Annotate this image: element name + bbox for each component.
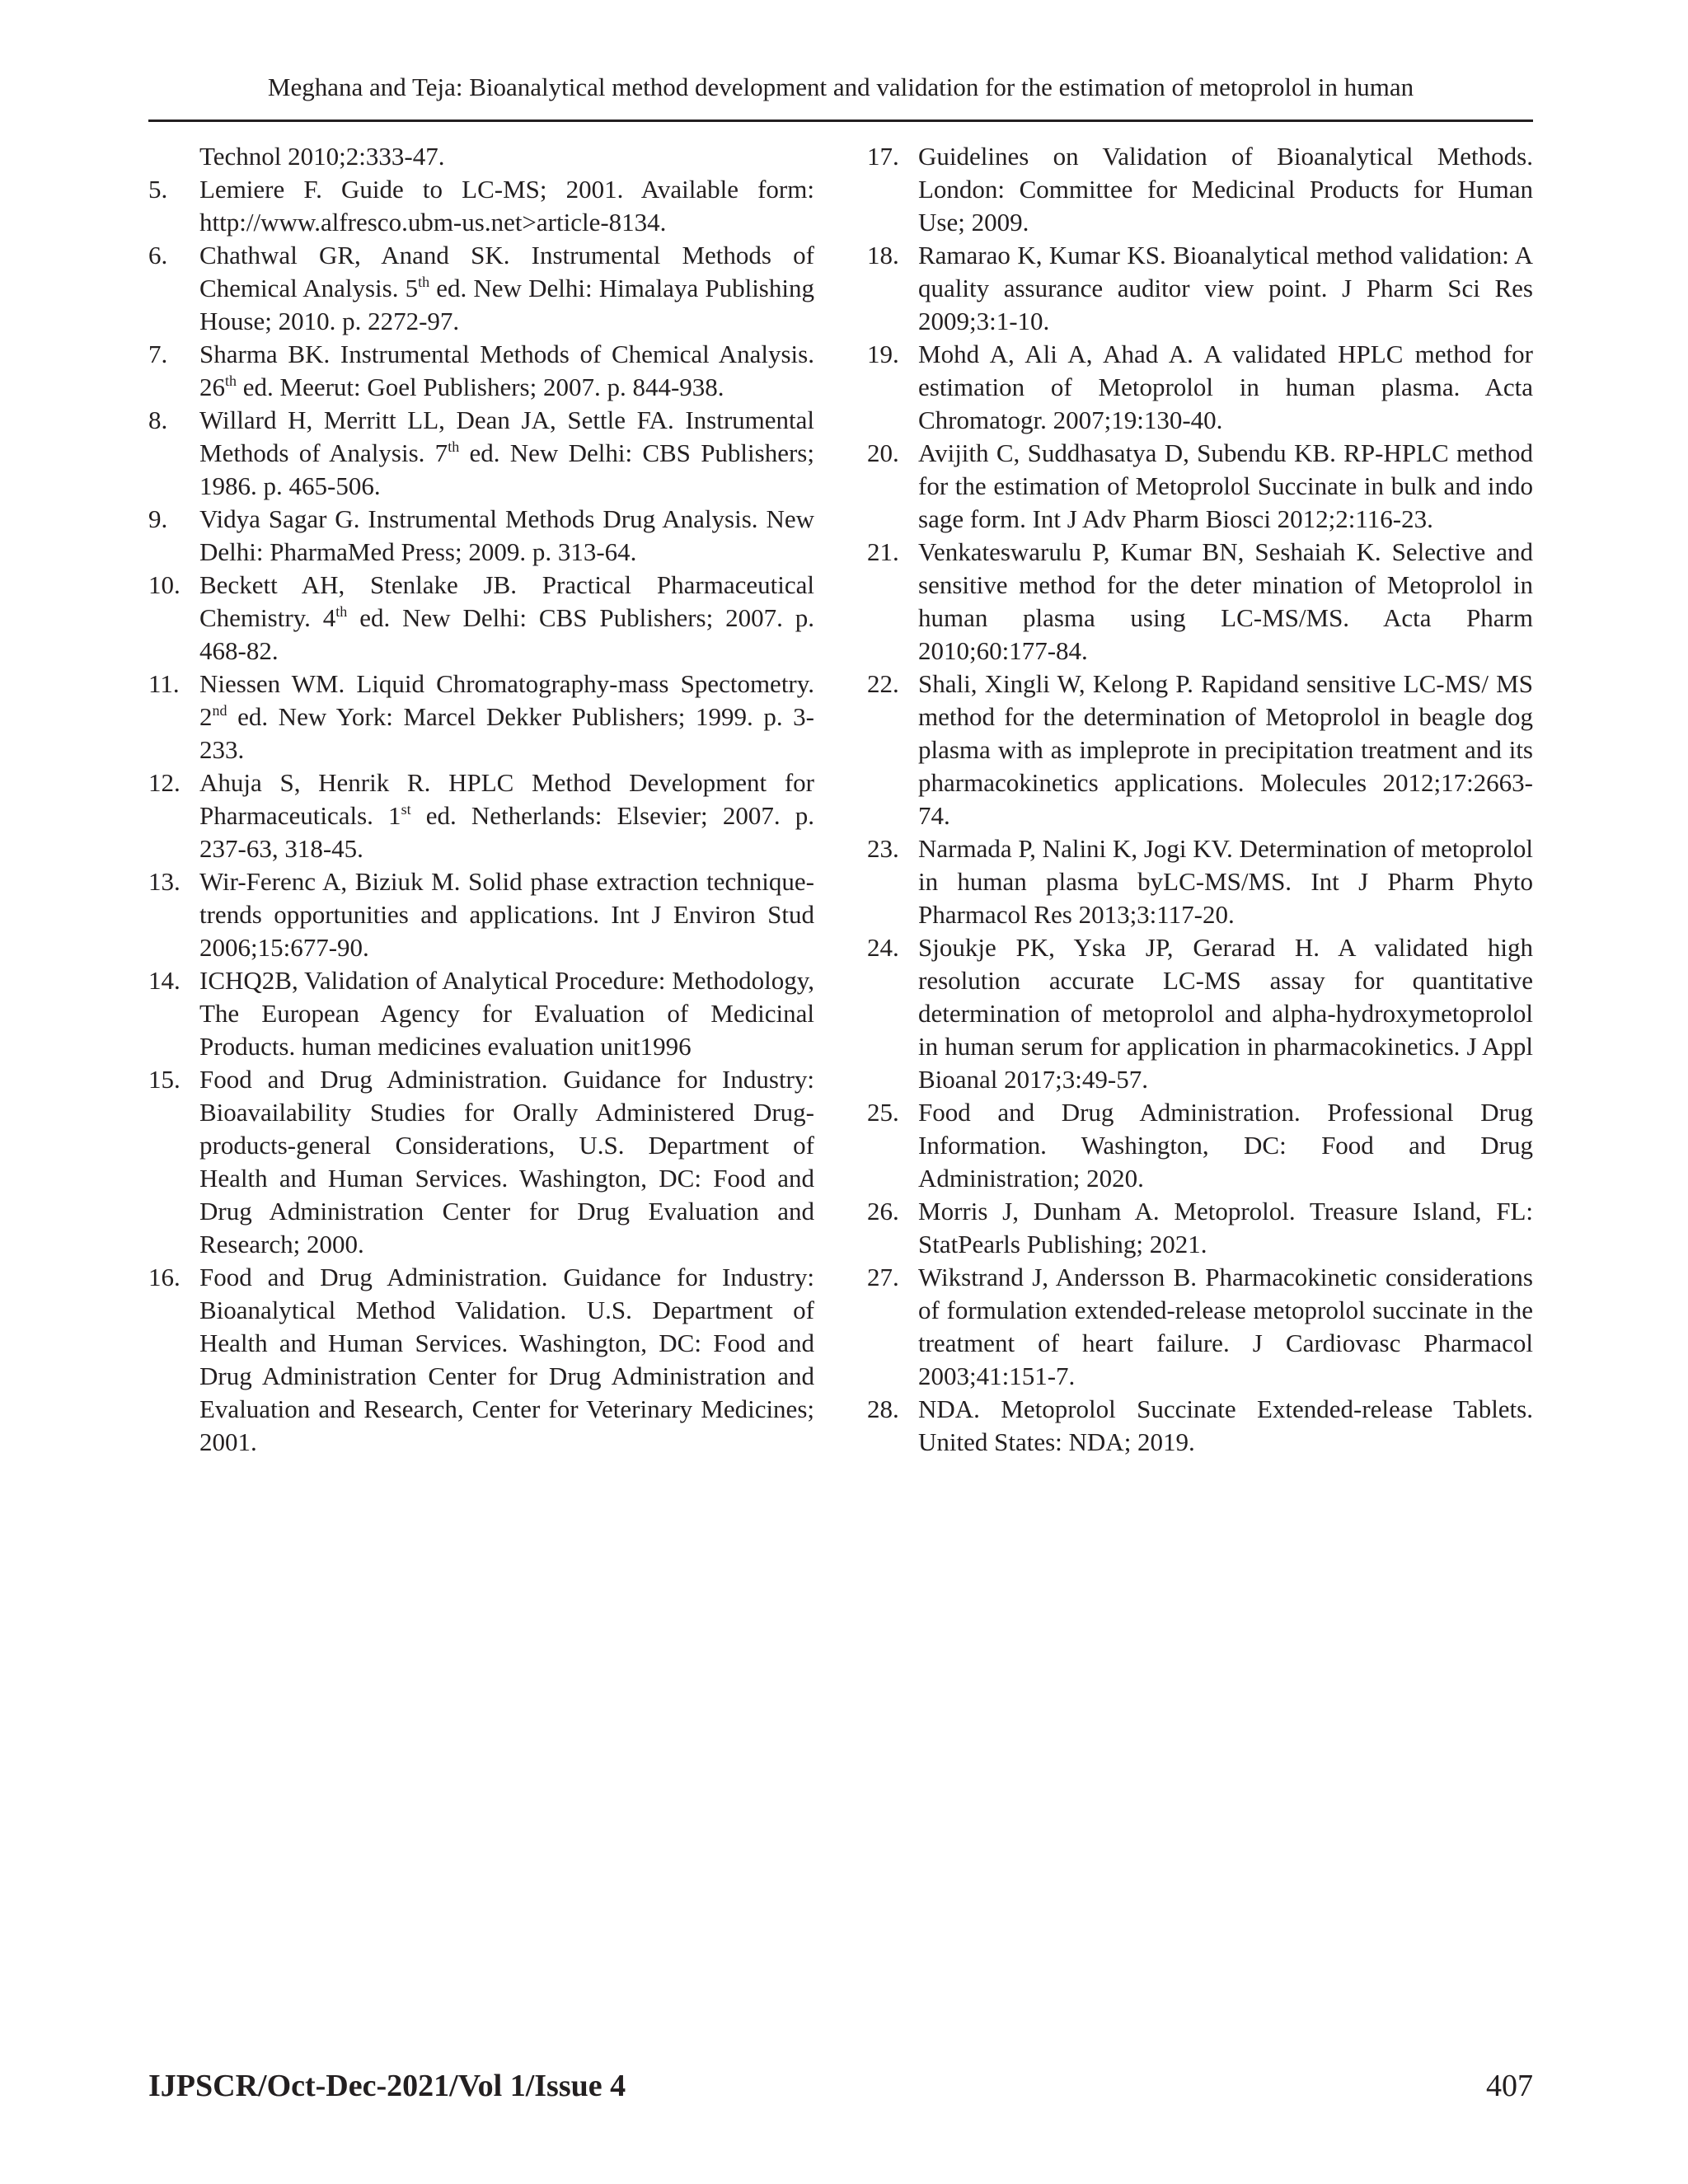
reference-number: 17. [867, 142, 899, 171]
reference-text: Sjoukje PK, Yska JP, Gerarad H. A validated high resolution accurate LC-MS assay for quantitative determination of metoprolol and alpha-hydroxymetoprolol in human serum for application in pharmacokinetics. J Appl Bioanal 2017;3:49-57. [918, 933, 1533, 1094]
reference-item [148, 865, 814, 964]
reference-text-continued: ed. New Delhi: Himalaya Publishing House; 2010. p. 2272-97. [199, 274, 814, 335]
reference-text-continued: ed. New York: Marcel Dekker Publishers; 1999. p. 3-233. [199, 702, 814, 764]
reference-number: 28. [867, 1394, 899, 1423]
reference-text: Food and Drug Administration. Professional Drug Information. Washington, DC: Food and Drug Administration; 2020. [918, 1098, 1533, 1193]
reference-item [148, 140, 814, 173]
reference-number: 27. [867, 1263, 899, 1291]
reference-number: 5. [148, 175, 168, 204]
reference-number: 16. [148, 1263, 181, 1291]
reference-item [867, 239, 1533, 338]
reference-number: 6. [148, 241, 168, 269]
reference-text: ICHQ2B, Validation of Analytical Procedure: Methodology, The European Agency for Evaluation of Medicinal Products. human medicines evaluation unit1996 [199, 966, 814, 1061]
references-right-column [867, 140, 1533, 1459]
reference-text: Shali, Xingli W, Kelong P. Rapidand sensitive LC-MS/ MS method for the determination of Metoprolol in beagle dog plasma with as impleprote in precipitation treatment and its pharmacokinetics applications. Molecules 2012;17:2663-74. [918, 669, 1533, 830]
reference-item [148, 338, 814, 404]
reference-number: 26. [867, 1197, 899, 1226]
reference-text: Avijith C, Suddhasatya D, Subendu KB. RP-HPLC method for the estimation of Metoprolol Succinate in bulk and indo sage form. Int J Adv Pharm Biosci 2012;2:116-23. [918, 438, 1533, 533]
reference-item [148, 173, 814, 239]
reference-number: 23. [867, 834, 899, 863]
reference-number: 24. [867, 933, 899, 962]
page-number: 407 [1486, 2069, 1533, 2103]
reference-text: Guidelines on Validation of Bioanalytical Methods. London: Committee for Medicinal Products for Human Use; 2009. [918, 142, 1533, 237]
reference-text: Niessen WM. Liquid Chromatography-mass Spectometry. 2 [199, 669, 814, 731]
reference-item [148, 766, 814, 865]
reference-number: 8. [148, 405, 168, 434]
reference-text: Morris J, Dunham A. Metoprolol. Treasure Island, FL: StatPearls Publishing; 2021. [918, 1197, 1533, 1258]
reference-number: 13. [148, 867, 181, 896]
reference-text: Food and Drug Administration. Guidance for Industry: Bioanalytical Method Validation. U.S. Department of Health and Human Services. Washington, DC: Food and Drug Administration Center for Drug Administration and Evaluation and Research, Center for Veterinary Medicines; 2001. [199, 1263, 814, 1456]
reference-text: Wir-Ferenc A, Biziuk M. Solid phase extraction technique-trends opportunities and applications. Int J Environ Stud 2006;15:677-90. [199, 867, 814, 962]
reference-item [867, 437, 1533, 536]
reference-text-continued: ed. New Delhi: CBS Publishers; 2007. p. 468-82. [199, 603, 814, 665]
edition-superscript: th [225, 373, 237, 389]
reference-text: Ahuja S, Henrik R. HPLC Method Development for Pharmaceuticals. 1 [199, 768, 814, 830]
reference-item [148, 239, 814, 338]
reference-text-continued: ed. New Delhi: CBS Publishers; 1986. p. 465-506. [199, 438, 814, 500]
reference-item [148, 569, 814, 668]
running-header: Meghana and Teja: Bioanalytical method development and validation for the estimation of metoprolol in human [267, 73, 1414, 101]
reference-text: Ramarao K, Kumar KS. Bioanalytical method validation: A quality assurance auditor view point. J Pharm Sci Res 2009;3:1-10. [918, 241, 1533, 335]
reference-item [867, 832, 1533, 931]
reference-number: 14. [148, 966, 181, 995]
reference-item [867, 1393, 1533, 1459]
reference-text: Narmada P, Nalini K, Jogi KV. Determination of metoprolol in human plasma byLC-MS/MS. Int J Pharm Phyto Pharmacol Res 2013;3:117-20. [918, 834, 1533, 929]
reference-item [867, 931, 1533, 1096]
reference-number: 15. [148, 1065, 181, 1094]
reference-number: 21. [867, 537, 899, 566]
reference-text: Technol 2010;2:333-47. [199, 142, 445, 171]
edition-superscript: th [448, 438, 460, 455]
footer-journal-info: IJPSCR/Oct-Dec-2021/Vol 1/Issue 4 [148, 2069, 626, 2103]
reference-number: 20. [867, 438, 899, 467]
reference-number: 25. [867, 1098, 899, 1127]
edition-superscript: st [401, 801, 411, 818]
reference-number: 19. [867, 340, 899, 368]
reference-item [148, 1063, 814, 1261]
reference-item [148, 1261, 814, 1459]
reference-text: NDA. Metoprolol Succinate Extended-release Tablets. United States: NDA; 2019. [918, 1394, 1533, 1456]
reference-item [148, 404, 814, 503]
reference-text-continued: ed. Meerut: Goel Publishers; 2007. p. 844-938. [237, 373, 724, 401]
reference-item [867, 536, 1533, 668]
reference-item [867, 140, 1533, 239]
header-rule [148, 120, 1533, 122]
reference-number: 22. [867, 669, 899, 698]
edition-superscript: th [418, 274, 430, 290]
reference-text: Willard H, Merritt LL, Dean JA, Settle FA. Instrumental Methods of Analysis. 7 [199, 405, 814, 467]
edition-superscript: th [335, 603, 348, 620]
reference-number: 7. [148, 340, 168, 368]
reference-text: Beckett AH, Stenlake JB. Practical Pharmaceutical Chemistry. 4 [199, 570, 814, 632]
reference-item [867, 1195, 1533, 1261]
reference-item [867, 1261, 1533, 1393]
reference-text: Wikstrand J, Andersson B. Pharmacokinetic considerations of formulation extended-release metoprolol succinate in the treatment of heart failure. J Cardiovasc Pharmacol 2003;41:151-7. [918, 1263, 1533, 1390]
reference-text: Lemiere F. Guide to LC-MS; 2001. Available form: http://www.alfresco.ubm-us.net>article-8134. [199, 175, 814, 237]
references-left-column [148, 140, 814, 1459]
reference-number: 10. [148, 570, 181, 599]
reference-item [148, 503, 814, 569]
reference-text: Mohd A, Ali A, Ahad A. A validated HPLC method for estimation of Metoprolol in human plasma. Acta Chromatogr. 2007;19:130-40. [918, 340, 1533, 434]
reference-number: 9. [148, 504, 168, 533]
reference-text: Venkateswarulu P, Kumar BN, Seshaiah K. Selective and sensitive method for the deter mination of Metoprolol in human plasma using LC-MS/MS. Acta Pharm 2010;60:177-84. [918, 537, 1533, 665]
reference-item [148, 964, 814, 1063]
reference-number: 18. [867, 241, 899, 269]
reference-item [867, 338, 1533, 437]
edition-superscript: nd [212, 702, 227, 719]
reference-text: Sharma BK. Instrumental Methods of Chemical Analysis. 26 [199, 340, 814, 401]
reference-text: Food and Drug Administration. Guidance for Industry: Bioavailability Studies for Orally Administered Drug-products-general Considerations, U.S. Department of Health and Human Services. Washington, DC: Food and Drug Administration Center for Drug Evaluation and Research; 2000. [199, 1065, 814, 1258]
reference-number: 11. [148, 669, 180, 698]
reference-text-continued: ed. Netherlands: Elsevier; 2007. p. 237-63, 318-45. [199, 801, 814, 863]
reference-item [148, 668, 814, 766]
reference-item [867, 668, 1533, 832]
reference-text: Chathwal GR, Anand SK. Instrumental Methods of Chemical Analysis. 5 [199, 241, 814, 302]
reference-text: Vidya Sagar G. Instrumental Methods Drug Analysis. New Delhi: PharmaMed Press; 2009. p. 313-64. [199, 504, 814, 566]
reference-item [867, 1096, 1533, 1195]
reference-number: 12. [148, 768, 181, 797]
